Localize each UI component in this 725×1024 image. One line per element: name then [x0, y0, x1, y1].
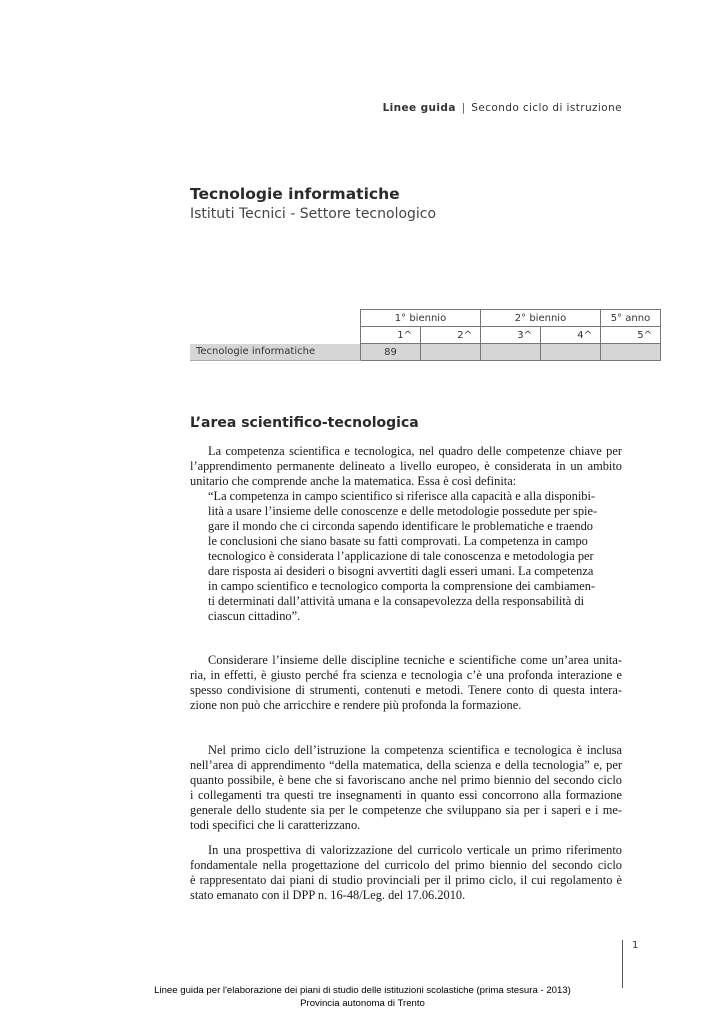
paragraph-line: Nel primo ciclo dell’istruzione la competenza scientifica e tecnologica è inclusa	[208, 743, 622, 757]
quote-line: ciascun cittadino”.	[208, 609, 301, 623]
paragraph-line: nell’area di apprendimento “della matematica, della scienza e della tecnologia” e, per	[190, 758, 622, 772]
paragraph-line: quanto possibile, è bene che si favoriscano anche nel primo biennio del secondo ciclo	[190, 773, 622, 787]
paragraph-1	[190, 444, 622, 624]
hours-cell-5	[601, 344, 661, 361]
year-header-2: 2^	[421, 327, 481, 344]
page-number-rule	[622, 940, 623, 988]
running-header	[0, 102, 622, 114]
hours-cell-2	[421, 344, 481, 361]
paragraph-4	[190, 843, 622, 903]
subject-cell: Tecnologie informatiche	[190, 344, 361, 361]
hours-cell-3	[481, 344, 541, 361]
quote-line: ti determinati dall’attività umana e la consapevolezza della responsabilità di	[208, 594, 585, 608]
paragraph-line: spesso condivisione di strumenti, contenuti e metodi. Tenere conto di questa intera-	[190, 683, 622, 697]
footer-line-2: Provincia autonoma di Trento	[300, 998, 425, 1009]
quote-line: “La competenza in campo scientifico si riferisce alla capacità e alla disponibi-	[208, 489, 596, 503]
paragraph-line: todi specifici che li caratterizzano.	[190, 818, 361, 832]
quote-line: gare il mondo che ci circonda sapendo identificare le problematiche e traendo	[208, 519, 593, 533]
year-header-1: 1^	[361, 327, 421, 344]
table-group-header-row	[190, 310, 661, 327]
year-header-3: 3^	[481, 327, 541, 344]
group-header-3: 5° anno	[601, 310, 661, 327]
group-header-1: 1° biennio	[361, 310, 481, 327]
paragraph-line: stato emanato con il DPP n. 16-48/Leg. del 17.06.2010.	[190, 888, 466, 902]
group-header-2: 2° biennio	[481, 310, 601, 327]
quote-line: in campo scientifico e tecnologico comporta la comprensione dei cambiamen-	[208, 579, 596, 593]
table-corner-2	[190, 327, 361, 344]
paragraph-line: l’apprendimento permanente delineato a livello europeo, è considerata in un ambito	[190, 459, 622, 473]
paragraph-line: generale dello studente sia per le competenze che sviluppano sia per i saperi e i me-	[190, 803, 622, 817]
paragraph-line: i collegamenti tra questi tre insegnamenti in quanto essi concorrono alla formazione	[190, 788, 622, 802]
quote-line: le conclusioni che siano basate su fatti comprovati. La competenza in campo	[208, 534, 588, 548]
table-corner	[190, 310, 361, 327]
year-header-5: 5^	[601, 327, 661, 344]
paragraph-line: La competenza scientifica e tecnologica, nel quadro delle competenze chiave per	[208, 444, 622, 458]
paragraph-line: unitario che comprende anche la matematica. Essa è così definita:	[190, 474, 517, 488]
hours-table	[190, 309, 661, 361]
hours-cell-4	[541, 344, 601, 361]
header-series: Linee guida	[382, 102, 456, 114]
section-title: L’area scientifico-tecnologica	[190, 415, 419, 431]
year-header-4: 4^	[541, 327, 601, 344]
paragraph-line: fondamentale nella progettazione del curricolo del primo biennio del secondo ciclo	[190, 858, 622, 872]
paragraph-2	[190, 653, 622, 713]
page-number: 1	[632, 940, 639, 951]
table-year-header-row	[190, 327, 661, 344]
header-section: Secondo ciclo di istruzione	[471, 102, 622, 114]
footer-line-1: Linee guida per l'elaborazione dei piani di studio delle istituzioni scolastiche (prima stesura - 2013)	[154, 985, 571, 996]
paragraph-line: Considerare l’insieme delle discipline tecniche e scientifiche come un’area unita-	[208, 653, 622, 667]
table-row	[190, 344, 661, 361]
hours-cell-1: 89	[361, 344, 421, 361]
paragraph-line: zione non può che arricchire e rendere più profonda la formazione.	[190, 698, 522, 712]
page-footer	[0, 984, 725, 1010]
quote-line: tecnologico è considerata l’applicazione di tale conoscenza e metodologia per	[208, 549, 594, 563]
document-title: Tecnologie informatiche	[190, 185, 400, 203]
paragraph-3	[190, 743, 622, 833]
paragraph-line: In una prospettiva di valorizzazione del curricolo verticale un primo riferimento	[208, 843, 622, 857]
quote-line: lità a usare l’insieme delle conoscenze e delle metodologie possedute per spie-	[208, 504, 598, 518]
document-subtitle: Istituti Tecnici - Settore tecnologico	[190, 206, 437, 222]
paragraph-line: ria, in effetti, è giusto perché fra scienza e tecnologia c’è una profonda interazione e	[190, 668, 622, 682]
header-separator: |	[461, 102, 466, 114]
quote-line: dare risposta ai desideri o bisogni avvertiti dagli esseri umani. La competenza	[208, 564, 594, 578]
paragraph-line: è rappresentato dai piani di studio provinciali per il primo ciclo, il cui regolamento è	[190, 873, 622, 887]
